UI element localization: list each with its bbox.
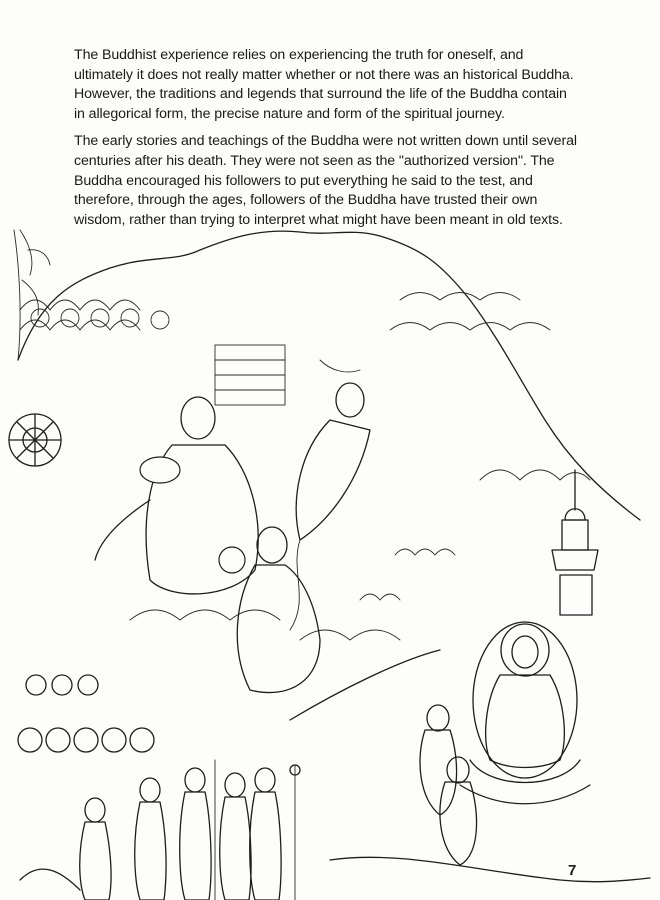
stupa (552, 470, 598, 615)
dharma-wheel (9, 414, 61, 466)
body-text (74, 46, 579, 238)
procession-of-monks (80, 760, 300, 900)
paragraph-2: The early stories and teachings of the Buddha were not written down until several centuries after his death. They were not seen as the "authorized version". The Buddha encouraged his followers to put everything he said to the test, and therefore, through the ages, followers of the Buddha have trusted their own wisdom, rather than trying to interpret what might have been meant in old texts. (74, 133, 577, 228)
page-number: 7 (568, 862, 577, 879)
mountain-ridge (18, 231, 640, 520)
offering-figure (219, 527, 320, 693)
paragraph-1: The Buddhist experience relies on experiencing the truth for oneself, and ultimately it does not really matter whether or not there was an historical Buddha. However, the traditions and legends that surround the life of the Buddha contain in allegorical form, the precise nature and form of the spiritual journey. (74, 47, 574, 122)
offering-bowls (18, 675, 154, 752)
disciples-figures (420, 705, 477, 865)
foliage (20, 230, 455, 600)
flying-deity-figure (290, 360, 370, 630)
stone-steps (215, 345, 285, 405)
seated-buddha-figure (460, 622, 590, 804)
